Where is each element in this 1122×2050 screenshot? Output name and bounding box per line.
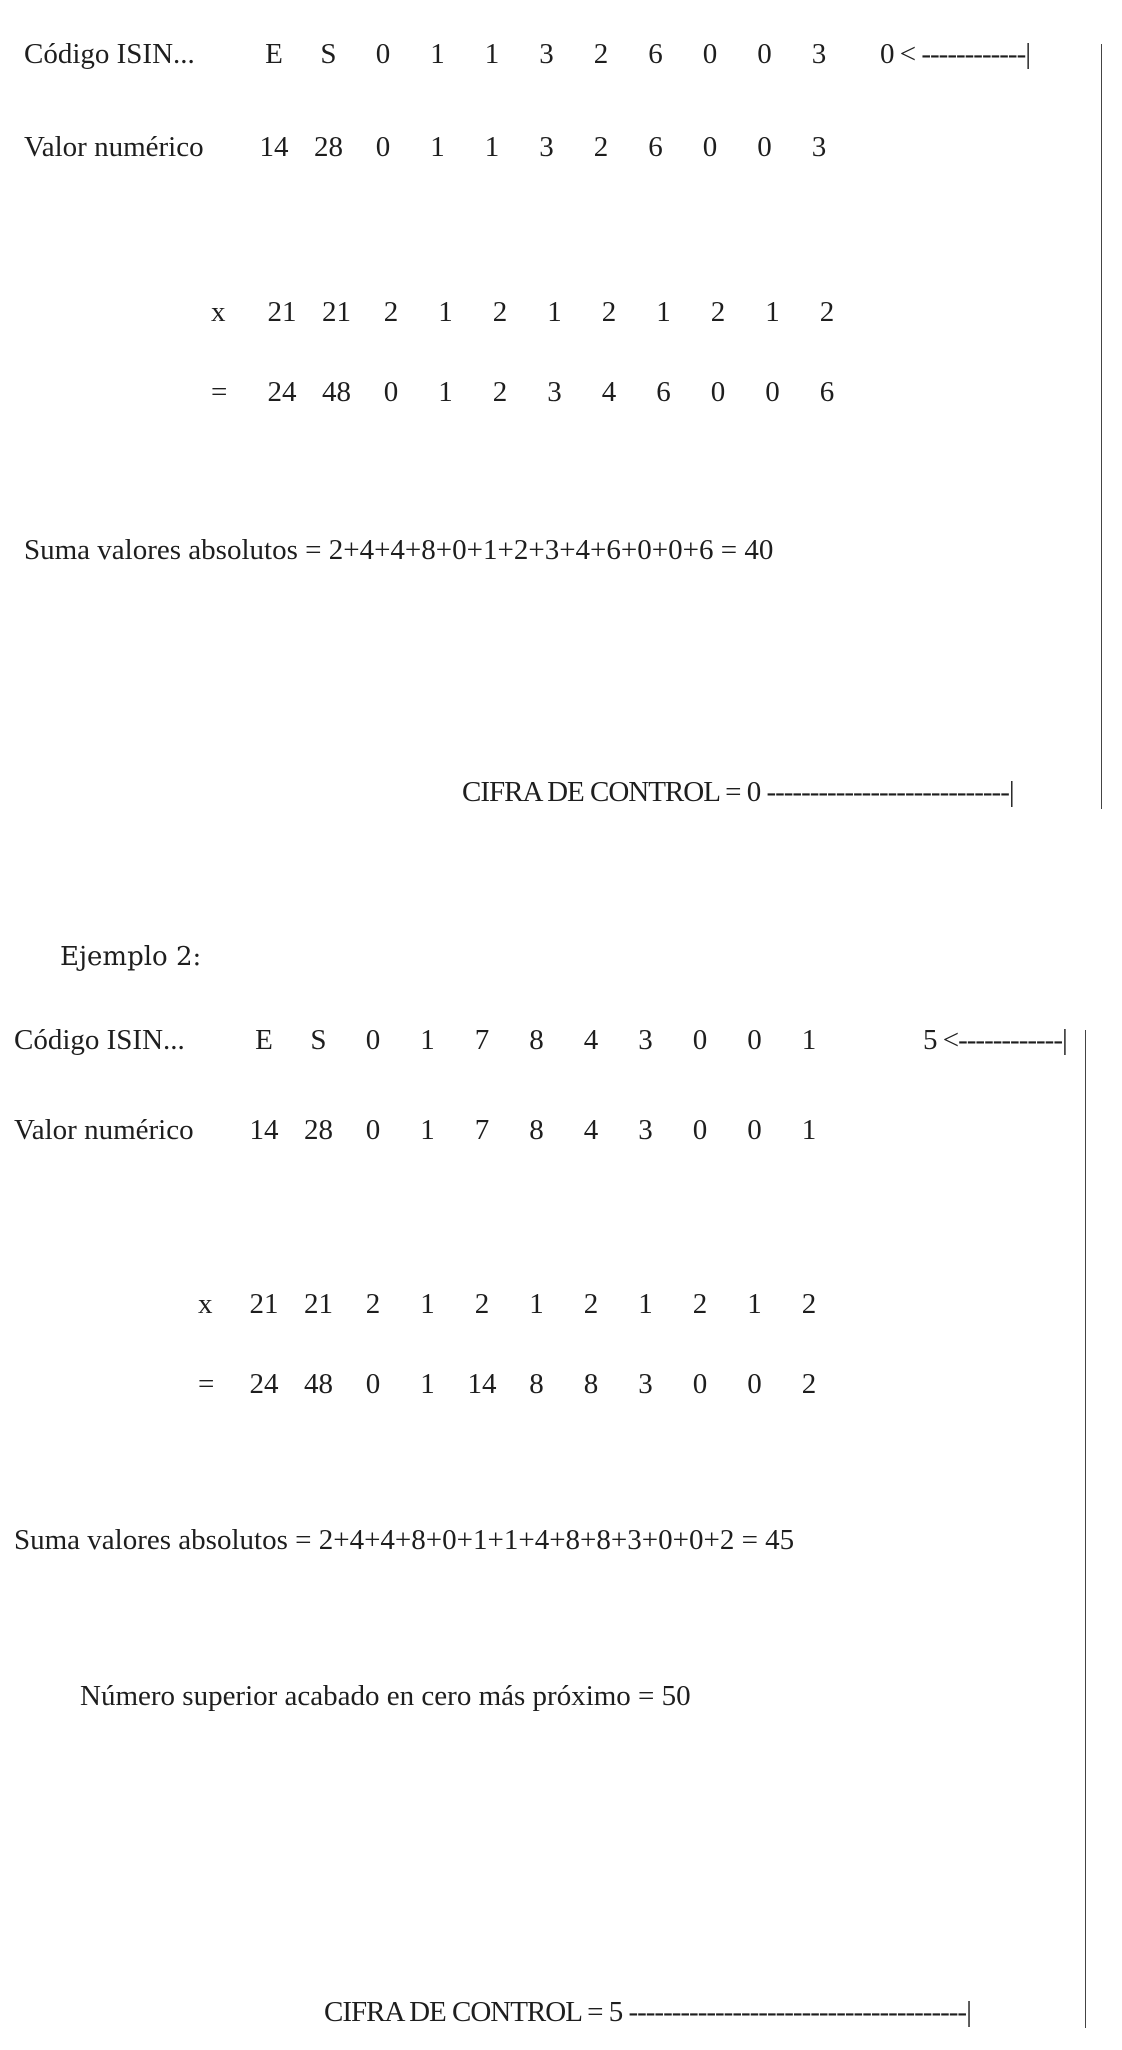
- digit-cell: 0: [365, 1368, 381, 1400]
- digit-cell: 1: [765, 296, 780, 328]
- digit-cell: 21: [267, 296, 297, 328]
- digit-cell: 14: [249, 1114, 279, 1146]
- next-ten-line: Número superior acabado en cero más próximo = 50: [80, 1680, 691, 1712]
- digit-cell: 14: [259, 131, 289, 163]
- products-sign: =: [198, 1368, 215, 1400]
- digit-cell: 0: [747, 1368, 762, 1400]
- numeric-label: Valor numérico: [14, 1114, 194, 1146]
- digit-cell: 0: [692, 1024, 708, 1056]
- digit-cell: 3: [638, 1368, 653, 1400]
- digit-cell: 2: [365, 1288, 381, 1320]
- digit-cell: 1: [484, 131, 500, 163]
- connector-line: [1085, 1030, 1086, 2028]
- digit-cell: 0: [692, 1368, 708, 1400]
- digit-cell: 0: [747, 1114, 762, 1146]
- digit-cell: 14: [467, 1368, 497, 1400]
- digit-cell: S: [320, 38, 337, 70]
- isin-label: Código ISIN...: [14, 1024, 185, 1056]
- sum-line: Suma valores absolutos = 2+4+4+8+0+1+1+4+8+8+3+0+0+2 = 45: [14, 1524, 795, 1556]
- digit-cell: 1: [747, 1288, 762, 1320]
- digit-cell: 3: [539, 38, 554, 70]
- digit-cell: 24: [267, 376, 297, 408]
- digit-cell: 21: [304, 1288, 333, 1320]
- digit-cell: 0: [365, 1024, 381, 1056]
- digit-cell: 4: [601, 376, 617, 408]
- digit-cell: 0: [383, 376, 399, 408]
- digit-cell: 3: [811, 131, 827, 163]
- digit-cell: 1: [420, 1114, 435, 1146]
- digit-cell: 1: [638, 1288, 653, 1320]
- digit-cell: 0: [692, 1114, 708, 1146]
- digit-cell: 0: [747, 1024, 762, 1056]
- digit-cell: E: [265, 38, 283, 70]
- multiplier-sign: x: [198, 1288, 213, 1320]
- digit-cell: 0: [757, 131, 772, 163]
- digit-cell: 1: [438, 376, 453, 408]
- numeric-label: Valor numérico: [24, 131, 204, 163]
- digit-cell: 2: [593, 131, 609, 163]
- digit-cell: 2: [383, 296, 399, 328]
- digit-cell: 1: [656, 296, 671, 328]
- digit-cell: 0: [365, 1114, 381, 1146]
- digit-cell: 2: [801, 1288, 817, 1320]
- control-digit-line: CIFRA DE CONTROL = 0 ----------------------------|: [462, 776, 1014, 808]
- digit-cell: 2: [593, 38, 609, 70]
- digit-cell: 4: [583, 1114, 599, 1146]
- digit-cell: 3: [811, 38, 827, 70]
- digit-cell: 0: [710, 376, 726, 408]
- digit-cell: 1: [529, 1288, 544, 1320]
- digit-cell: 1: [430, 38, 445, 70]
- digit-cell: 1: [547, 296, 562, 328]
- digit-cell: 8: [529, 1368, 544, 1400]
- digit-cell: 2: [601, 296, 617, 328]
- digit-cell: 2: [819, 296, 835, 328]
- digit-cell: 4: [583, 1024, 599, 1056]
- digit-cell: 3: [638, 1114, 653, 1146]
- connector-line: [1101, 44, 1102, 809]
- digit-cell: 2: [492, 376, 508, 408]
- digit-cell: S: [310, 1024, 327, 1056]
- digit-cell: 28: [314, 131, 343, 163]
- digit-cell: 1: [430, 131, 445, 163]
- digit-cell: 1: [801, 1024, 817, 1056]
- digit-cell: 0: [765, 376, 780, 408]
- digit-cell: E: [255, 1024, 273, 1056]
- digit-cell: 1: [420, 1024, 435, 1056]
- isin-label: Código ISIN...: [24, 38, 195, 70]
- digit-cell: 0: [702, 38, 718, 70]
- sum-line: Suma valores absolutos = 2+4+4+8+0+1+2+3+4+6+0+0+6 = 40: [24, 534, 774, 566]
- digit-cell: 3: [547, 376, 562, 408]
- digit-cell: 2: [492, 296, 508, 328]
- digit-cell: 48: [304, 1368, 333, 1400]
- digit-cell: 0: [375, 131, 391, 163]
- digit-cell: 8: [529, 1024, 544, 1056]
- digit-cell: 0: [375, 38, 391, 70]
- digit-cell: 2: [710, 296, 726, 328]
- control-digit-line: CIFRA DE CONTROL = 5 ---------------------------------------|: [324, 1996, 971, 2028]
- digit-cell: 1: [484, 38, 500, 70]
- digit-cell: 2: [801, 1368, 817, 1400]
- digit-cell: 3: [539, 131, 554, 163]
- digit-cell: 0: [757, 38, 772, 70]
- products-sign: =: [211, 376, 228, 408]
- digit-cell: 3: [638, 1024, 653, 1056]
- digit-cell: 2: [692, 1288, 708, 1320]
- digit-cell: 24: [249, 1368, 279, 1400]
- digit-cell: 6: [648, 38, 663, 70]
- digit-cell: 6: [648, 131, 663, 163]
- digit-cell: 2: [474, 1288, 490, 1320]
- digit-cell: 1: [420, 1288, 435, 1320]
- digit-cell: 28: [304, 1114, 333, 1146]
- digit-cell: 7: [474, 1114, 490, 1146]
- check-digit-arrow: 5 <------------|: [923, 1024, 1067, 1056]
- digit-cell: 1: [801, 1114, 817, 1146]
- digit-cell: 0: [702, 131, 718, 163]
- digit-cell: 6: [656, 376, 671, 408]
- digit-cell: 21: [322, 296, 351, 328]
- digit-cell: 1: [438, 296, 453, 328]
- digit-cell: 8: [529, 1114, 544, 1146]
- multiplier-sign: x: [211, 296, 226, 328]
- example-2-title: Ejemplo 2:: [60, 942, 202, 972]
- digit-cell: 21: [249, 1288, 279, 1320]
- digit-cell: 8: [583, 1368, 599, 1400]
- digit-cell: 7: [474, 1024, 490, 1056]
- check-digit-arrow: 0 < ------------|: [880, 38, 1031, 70]
- digit-cell: 6: [819, 376, 835, 408]
- digit-cell: 1: [420, 1368, 435, 1400]
- digit-cell: 48: [322, 376, 351, 408]
- digit-cell: 2: [583, 1288, 599, 1320]
